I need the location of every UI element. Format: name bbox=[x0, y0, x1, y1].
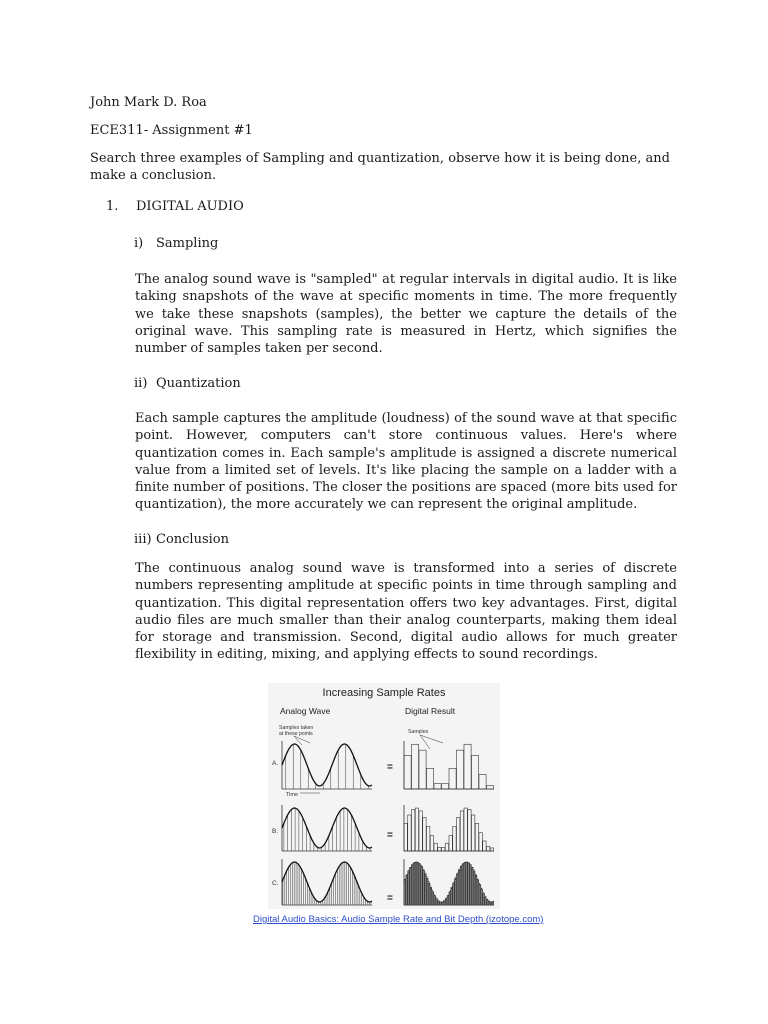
digital-sample-bar bbox=[419, 864, 420, 905]
digital-sample-bar bbox=[464, 862, 465, 905]
digital-sample-bar bbox=[492, 902, 493, 905]
equals-sign-c: = bbox=[387, 893, 393, 904]
subheading-sampling bbox=[134, 235, 218, 252]
digital-sample-bar bbox=[423, 870, 424, 905]
digital-sample-bar bbox=[464, 744, 471, 789]
subheading-text: Quantization bbox=[156, 376, 241, 391]
digital-sample-bar bbox=[458, 870, 459, 905]
digital-sample-bar bbox=[404, 823, 407, 851]
digital-sample-bar bbox=[479, 775, 486, 789]
subheading-number: i) bbox=[134, 236, 144, 251]
digital-sample-bar bbox=[464, 808, 467, 851]
digital-sample-bar bbox=[457, 874, 458, 905]
subheading-number: iii) bbox=[134, 532, 152, 547]
digital-sample-bar bbox=[427, 878, 428, 905]
author-name: John Mark D. Roa bbox=[90, 95, 207, 110]
sample-rate-figure bbox=[268, 683, 500, 909]
samples-annotation-line1: Samples taken bbox=[279, 725, 314, 731]
intro-paragraph: Search three examples of Sampling and quantization, observe how it is being done, and make a conclusion. bbox=[90, 151, 670, 184]
digital-sample-bar bbox=[415, 808, 418, 851]
digital-sample-bar bbox=[406, 875, 407, 905]
digital-sample-bar bbox=[487, 786, 494, 789]
digital-sample-bar bbox=[415, 862, 416, 905]
digital-sample-bar bbox=[488, 901, 489, 905]
digital-sample-bar bbox=[477, 880, 478, 905]
digital-sample-bar bbox=[432, 892, 433, 905]
equals-sign-a: = bbox=[387, 762, 393, 773]
annotation-pointer bbox=[420, 735, 443, 743]
analog-fill-guide bbox=[282, 862, 372, 902]
analog-wave bbox=[282, 744, 372, 786]
digital-sample-bar bbox=[472, 755, 479, 789]
row-a-label: A. bbox=[272, 760, 279, 767]
digital-sample-bar bbox=[417, 862, 418, 905]
section-heading-digital-audio bbox=[106, 198, 244, 215]
digital-sample-bar bbox=[453, 883, 454, 905]
section-title: DIGITAL AUDIO bbox=[136, 199, 244, 214]
digital-sample-bar bbox=[449, 892, 450, 905]
digital-column-label: Digital Result bbox=[405, 706, 456, 716]
digital-sample-bar bbox=[427, 826, 430, 851]
digital-sample-bar bbox=[427, 768, 434, 789]
digital-sample-bar bbox=[466, 862, 467, 905]
digital-sample-bar bbox=[479, 833, 482, 851]
digital-sample-bar bbox=[408, 815, 411, 851]
digital-sample-bar bbox=[449, 768, 456, 789]
digital-sample-bar bbox=[462, 864, 463, 905]
sampling-paragraph: The analog sound wave is "sampled" at regular intervals in digital audio. It is like taking snapshots of the wave at specific moments in time. The more frequently we take these snapshots (samples), the better we capture the details of the original wave. This sampling rate is measured in Hertz, which signifies the number of samples taken per second. bbox=[135, 272, 677, 357]
subheading-text: Sampling bbox=[156, 236, 219, 251]
subheading-conclusion bbox=[134, 531, 229, 548]
conclusion-paragraph: The continuous analog sound wave is transformed into a series of discrete numbers representing amplitude at specific points in time through sampling and quantization. This digital representation offers two key advantages. First, digital audio files are much smaller than their analog counterparts, making them ideal for storage and transmission. Second, digital audio allows for much greater flexibility in editing, mixing, and applying effects to sound recordings. bbox=[135, 561, 677, 663]
digital-sample-bar bbox=[412, 810, 415, 851]
digital-sample-bar bbox=[472, 867, 473, 905]
row-b-label: B. bbox=[272, 828, 279, 835]
digital-sample-bar bbox=[412, 744, 419, 789]
digital-sample-bar bbox=[445, 843, 448, 851]
digital-sample-bar bbox=[487, 846, 490, 851]
analog-column-label: Analog Wave bbox=[280, 706, 331, 716]
digital-sample-bar bbox=[451, 887, 452, 905]
digital-sample-bar bbox=[483, 841, 486, 851]
digital-sample-bar bbox=[475, 875, 476, 905]
digital-sample-bar bbox=[460, 811, 463, 851]
annotation-pointer bbox=[420, 735, 430, 749]
digital-sample-bar bbox=[470, 865, 471, 905]
digital-sample-bar bbox=[442, 784, 449, 789]
subheading-number: ii) bbox=[134, 376, 148, 391]
digital-samples-annotation: Samples bbox=[408, 729, 429, 735]
samples-annotation-line2: at these points bbox=[279, 731, 313, 737]
section-number: 1. bbox=[106, 199, 119, 214]
source-link[interactable]: Digital Audio Basics: Audio Sample Rate and Bit Depth (izotope.com) bbox=[253, 914, 544, 925]
digital-sample-bar bbox=[413, 863, 414, 905]
digital-sample-bar bbox=[412, 865, 413, 905]
digital-sample-bar bbox=[473, 871, 474, 905]
digital-sample-bar bbox=[419, 811, 422, 851]
time-axis-label: Time bbox=[286, 792, 299, 798]
digital-sample-bar bbox=[419, 750, 426, 789]
equals-sign-b: = bbox=[387, 830, 393, 841]
digital-sample-bar bbox=[485, 897, 486, 905]
quantization-paragraph: Each sample captures the amplitude (loudness) of the sound wave at that specific point. However, computers can't store continuous values. Here's where quantization comes in. Each sample's amplitude is assigned a discrete numerical value from a limited set of levels. It's like placing the sample on a ladder with a finite number of positions. The closer the positions are spaced (more bits used for quantization), the more accurately we can represent the original amplitude. bbox=[135, 411, 677, 513]
digital-sample-bar bbox=[468, 810, 471, 851]
course-assignment: ECE311- Assignment #1 bbox=[90, 123, 253, 138]
digital-sample-bar bbox=[483, 893, 484, 905]
digital-sample-bar bbox=[423, 818, 426, 851]
row-c-label: C. bbox=[272, 880, 279, 887]
subheading-quantization bbox=[134, 375, 241, 392]
digital-sample-bar bbox=[460, 866, 461, 905]
digital-sample-bar bbox=[449, 836, 452, 851]
digital-sample-bar bbox=[410, 867, 411, 905]
digital-sample-bar bbox=[434, 843, 437, 851]
digital-sample-bar bbox=[479, 884, 480, 905]
digital-sample-bar bbox=[425, 874, 426, 905]
digital-sample-bar bbox=[404, 880, 405, 905]
figure-title: Increasing Sample Rates bbox=[322, 687, 446, 699]
digital-sample-bar bbox=[442, 847, 445, 851]
digital-sample-bar bbox=[455, 878, 456, 905]
digital-sample-bar bbox=[457, 750, 464, 789]
sample-rate-diagram bbox=[268, 683, 500, 909]
digital-sample-bar bbox=[468, 863, 469, 905]
digital-sample-bar bbox=[438, 847, 441, 851]
digital-sample-bar bbox=[434, 784, 441, 789]
digital-sample-bar bbox=[447, 896, 448, 905]
digital-sample-bar bbox=[490, 902, 491, 905]
digital-sample-bar bbox=[408, 871, 409, 905]
digital-sample-bar bbox=[404, 755, 411, 789]
digital-sample-bar bbox=[487, 899, 488, 905]
digital-sample-bar bbox=[434, 896, 435, 905]
analog-wave bbox=[282, 808, 372, 848]
digital-sample-bar bbox=[481, 889, 482, 905]
digital-sample-bar bbox=[457, 818, 460, 851]
digital-sample-bar bbox=[475, 823, 478, 851]
annotation-pointer bbox=[294, 736, 310, 743]
digital-sample-bar bbox=[430, 887, 431, 905]
digital-sample-bar bbox=[430, 836, 433, 851]
digital-sample-bar bbox=[428, 883, 429, 905]
digital-sample-bar bbox=[453, 826, 456, 851]
subheading-text: Conclusion bbox=[156, 532, 229, 547]
analog-wave bbox=[282, 862, 372, 902]
digital-sample-bar bbox=[472, 815, 475, 851]
digital-sample-bar bbox=[421, 866, 422, 905]
digital-sample-bar bbox=[490, 848, 493, 851]
